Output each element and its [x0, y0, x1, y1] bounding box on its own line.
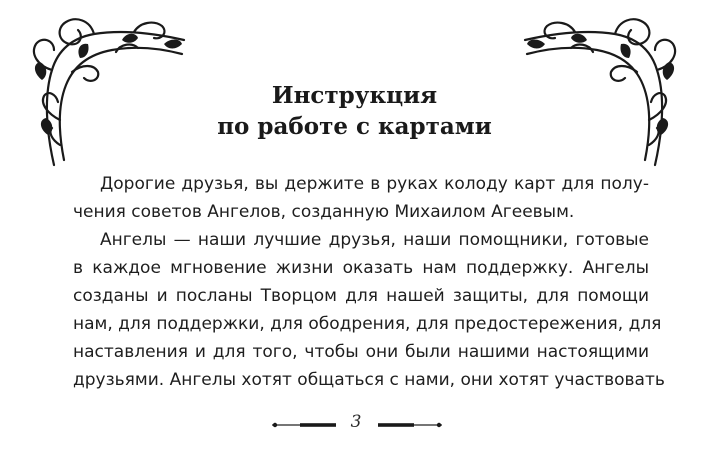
- text-line: наставления и для того, чтобы они были нашими настоящими: [73, 342, 649, 362]
- title-line-1: Инструкция: [271, 82, 438, 109]
- text-line: чения советов Ангелов, созданную Михаилом Агеевым.: [73, 202, 575, 222]
- text-line: созданы и посланы Творцом для нашей защиты, для помощи: [73, 286, 649, 306]
- page-number: 3: [350, 412, 362, 432]
- text-line: нам, для поддержки, для ободрения, для предостережения, для: [73, 314, 662, 334]
- page-title: [0, 80, 709, 142]
- text-line: Дорогие друзья, вы держите в руках колоду карт для полу-: [100, 174, 649, 194]
- line-ornament-icon: [272, 422, 336, 428]
- text-line: в каждое мгновение жизни оказать нам поддержку. Ангелы: [73, 258, 649, 278]
- text-line: Ангелы — наши лучшие друзья, наши помощники, готовые: [100, 230, 649, 250]
- title-line-2: по работе с картами: [217, 113, 492, 140]
- line-ornament-icon: [378, 422, 442, 428]
- body-text: [73, 170, 665, 394]
- text-line: друзьями. Ангелы хотят общаться с нами, они хотят участвовать: [73, 370, 665, 390]
- page-footer: [0, 410, 709, 438]
